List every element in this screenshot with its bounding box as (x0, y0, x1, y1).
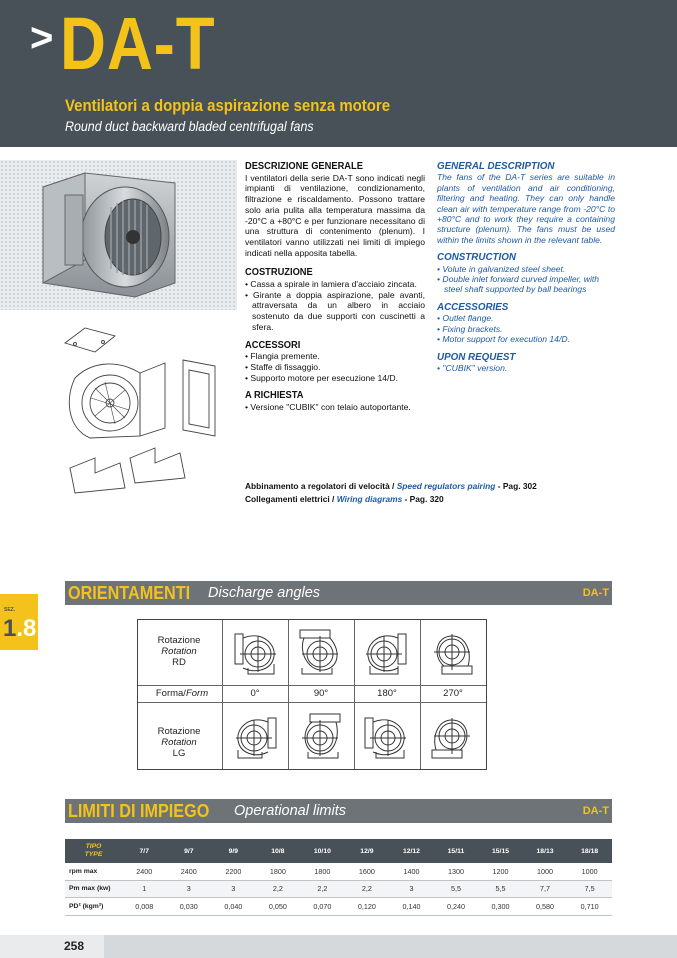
general-text-it: I ventilatori della serie DA-T sono indicati negli impianti di ventilazione, condizionamento, filtrazione e riscaldamento. Possono trattare solo aria pulita alla temperatura massima da -20°C a +80°C e per funzionare necessitano di una struttura di contenimento (plenum). I ventilatori vanno utilizzati nei limiti di impiego indicati nella apposita tabella. (245, 172, 425, 258)
fan-orientation-icon (364, 712, 410, 762)
limits-code: DA-T (582, 805, 609, 817)
section-prefix: 1 (3, 615, 17, 642)
angle-label: 90° (313, 688, 329, 699)
speed-regulators-link[interactable]: Speed regulators pairing (396, 481, 496, 491)
table-cell: 2,2 (345, 880, 390, 898)
form-label (140, 688, 224, 699)
accessory-item-it: • Supporto motore per esecuzione 14/D. (245, 372, 399, 383)
limits-section-bar (65, 799, 612, 823)
table-cell: 1000 (567, 863, 612, 880)
table-cell: 0,040 (211, 898, 256, 916)
divider (222, 620, 223, 769)
table-cell: 1200 (478, 863, 523, 880)
table-cell: 0,240 (434, 898, 479, 916)
general-text-en: The fans of the DA-T series are suitable in plants of ventilation and air conditioning, filtering and heating. They can only handle clean air with temperature range from -20°C to +80°C and to work they require a containing structure (plenum). The fans must be used within the limits shown in the relevant table. (437, 172, 615, 245)
table-cell: 2200 (211, 863, 256, 880)
table-cell: 0,008 (122, 898, 167, 916)
limits-title: LIMITI DI IMPIEGO (68, 801, 210, 821)
table-header-row (65, 839, 612, 863)
rd-code: RD (172, 657, 186, 668)
table-row (65, 863, 612, 880)
fan-orientation-icon (298, 628, 344, 676)
section-tab-label: SEZ. (4, 607, 16, 613)
type-column-header: 15/11 (434, 839, 479, 863)
divider (288, 620, 289, 769)
table-cell: 2,2 (256, 880, 301, 898)
request-title-en: UPON REQUEST (437, 351, 516, 363)
accessory-item-it: • Staffe di fissaggio. (245, 361, 321, 372)
type-column-header: 7/7 (122, 839, 167, 863)
lg-label-it: Rotazione (157, 726, 201, 737)
fan-photo (25, 165, 195, 305)
table-cell: 0,300 (478, 898, 523, 916)
request-item-en: • "CUBIK" version. (437, 362, 508, 373)
table-cell: 3 (211, 880, 256, 898)
orientation-subtitle: Discharge angles (208, 585, 321, 601)
orientation-title: ORIENTAMENTI (68, 583, 191, 603)
table-cell: 3 (389, 880, 434, 898)
link-page: - Pag. 302 (495, 481, 537, 491)
link-label-it: Collegamenti elettrici / (245, 493, 337, 504)
page-title: DA-T (60, 2, 216, 85)
divider (420, 620, 421, 769)
divider (354, 620, 355, 769)
table-cell: 1000 (523, 863, 568, 880)
fan-orientation-icon (234, 628, 278, 676)
type-column-header: 15/15 (478, 839, 523, 863)
type-label-en: TYPE (84, 851, 103, 858)
rd-label-it: Rotazione (157, 635, 201, 646)
table-cell: 2400 (167, 863, 212, 880)
accessories-title-it: ACCESSORI (245, 339, 301, 351)
table-row (65, 898, 612, 916)
row-label: PD² (kgm²) (65, 898, 122, 916)
rd-label-en: Rotation (161, 646, 197, 657)
table-cell: 1800 (300, 863, 345, 880)
description-italian (245, 162, 425, 413)
type-column-header: 10/8 (256, 839, 301, 863)
construction-title-en: CONSTRUCTION (437, 252, 516, 264)
accessory-item-it: • Flangia premente. (245, 351, 320, 362)
construction-item-it: • Cassa a spirale in lamiera d'acciaio zincata. (245, 279, 417, 290)
limits-table (65, 839, 612, 916)
type-header (65, 839, 122, 863)
cross-references (245, 480, 537, 505)
rd-label (140, 635, 218, 668)
form-label-it: Forma/ (155, 688, 186, 699)
lg-code: LG (172, 748, 186, 759)
footer-page-box (0, 935, 104, 958)
fan-orientation-icon (364, 628, 410, 676)
request-title-it: A RICHIESTA (245, 390, 304, 402)
angle-label: 180° (377, 688, 397, 699)
construction-item-it: • Girante a doppia aspirazione, pale avanti, attraversata da un albero in acciaio sostenuto da due supporti con cuscinetti a sfera. (245, 289, 425, 332)
link-page: - Pag. 320 (402, 493, 444, 504)
request-item-it: • Versione "CUBIK" con telaio autoportante. (245, 402, 411, 413)
type-column-header: 18/13 (523, 839, 568, 863)
general-title-en: GENERAL DESCRIPTION (437, 161, 555, 172)
type-column-header: 9/9 (211, 839, 256, 863)
fan-exploded-drawing (55, 318, 235, 498)
form-label-en: Form (185, 688, 209, 699)
type-column-header: 9/7 (167, 839, 212, 863)
page-number: 258 (64, 939, 85, 953)
accessory-item-en: • Outlet flange. (437, 313, 494, 324)
orientation-section-bar (65, 581, 612, 605)
table-cell: 1800 (256, 863, 301, 880)
table-cell: 7,7 (523, 880, 568, 898)
fan-orientation-icon (430, 628, 476, 676)
accessory-item-en: • Motor support for execution 14/D. (437, 334, 570, 345)
table-cell: 2,2 (300, 880, 345, 898)
section-number (3, 615, 36, 643)
row-label: rpm max (65, 863, 122, 880)
orientation-code: DA-T (582, 587, 609, 599)
subtitle-english: Round duct backward bladed centrifugal fans (65, 119, 314, 134)
table-row (65, 880, 612, 898)
type-column-header: 18/18 (567, 839, 612, 863)
table-cell: 1300 (434, 863, 479, 880)
link-label-it: Abbinamento a regolatori di velocità / (245, 481, 397, 491)
lg-label (140, 726, 218, 759)
table-cell: 0,710 (567, 898, 612, 916)
table-cell: 7,5 (567, 880, 612, 898)
construction-title-it: COSTRUZIONE (245, 267, 313, 279)
table-cell: 0,070 (300, 898, 345, 916)
table-cell: 0,050 (256, 898, 301, 916)
row-label: Pm max (kw) (65, 880, 122, 898)
angle-label: 270° (443, 688, 463, 699)
table-cell: 0,120 (345, 898, 390, 916)
table-cell: 0,140 (389, 898, 434, 916)
limits-subtitle: Operational limits (234, 803, 347, 819)
general-title-it: DESCRIZIONE GENERALE (245, 161, 363, 172)
type-column-header: 12/9 (345, 839, 390, 863)
accessories-title-en: ACCESSORIES (437, 301, 509, 313)
table-cell: 0,580 (523, 898, 568, 916)
description-english (437, 162, 615, 373)
type-column-header: 12/12 (389, 839, 434, 863)
fan-orientation-icon (298, 712, 344, 762)
fan-orientation-icon (430, 712, 476, 762)
type-column-header: 10/10 (300, 839, 345, 863)
table-cell: 1600 (345, 863, 390, 880)
table-cell: 1400 (389, 863, 434, 880)
lg-label-en: Rotation (161, 737, 197, 748)
table-cell: 0,030 (167, 898, 212, 916)
fan-orientation-icon (234, 712, 280, 762)
wiring-diagrams-link[interactable]: Wiring diagrams (336, 493, 403, 504)
construction-item-en: • Volute in galvanized steel sheet. (437, 263, 566, 274)
orientation-table (137, 619, 487, 770)
section-suffix: .8 (16, 615, 37, 642)
table-cell: 3 (167, 880, 212, 898)
table-cell: 5,5 (478, 880, 523, 898)
accessory-item-en: • Fixing brackets. (437, 323, 503, 334)
construction-item-en: • Double inlet forward curved impeller, with steel shaft supported by ball bearings (437, 274, 600, 295)
table-cell: 2400 (122, 863, 167, 880)
table-cell: 5,5 (434, 880, 479, 898)
chevron-right-icon: > (30, 16, 54, 60)
subtitle-italian: Ventilatori a doppia aspirazione senza motore (65, 96, 391, 115)
angle-label: 0° (250, 688, 260, 699)
table-cell: 1 (122, 880, 167, 898)
type-label-it: TIPO (85, 843, 102, 850)
